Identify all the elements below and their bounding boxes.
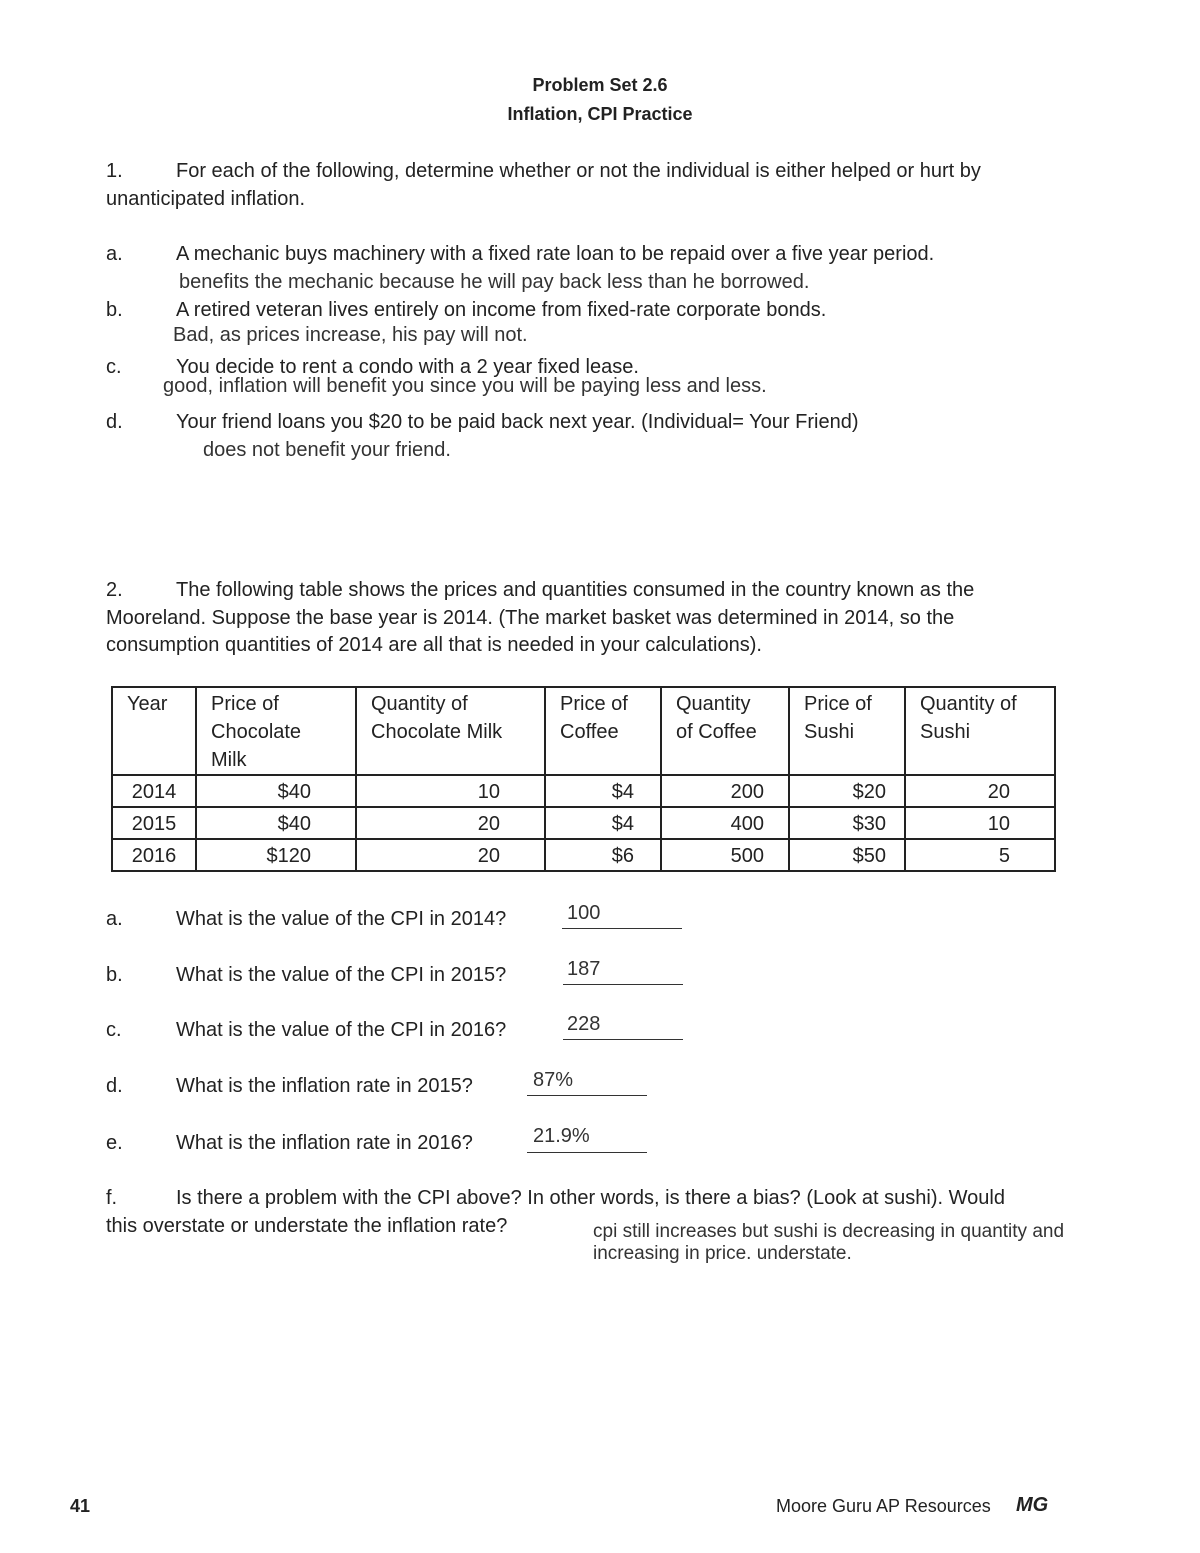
table-cell: 2014 (112, 775, 196, 807)
q2-text-line1: The following table shows the prices and quantities consumed in the country known as the (176, 579, 975, 601)
header-price-sushi: Price of Sushi (789, 687, 905, 775)
table-cell: 20 (356, 807, 545, 839)
q2c-answer-line[interactable] (563, 1039, 683, 1040)
q2b-answer-line[interactable] (563, 984, 683, 985)
q2c-answer: 228 (567, 1013, 601, 1035)
header-year: Year (112, 687, 196, 775)
table-cell: $20 (789, 775, 905, 807)
q2e-answer: 21.9% (533, 1125, 590, 1147)
table-cell: 20 (905, 775, 1055, 807)
q2a-answer-line[interactable] (562, 928, 682, 929)
header-quantity-sushi: Quantity of Sushi (905, 687, 1055, 775)
q2d-answer: 87% (533, 1069, 574, 1091)
q2a-letter: a. (106, 908, 123, 930)
q2f-letter: f. (106, 1187, 118, 1209)
q2d-letter: d. (106, 1075, 123, 1097)
q2a-answer: 100 (567, 902, 601, 924)
header-quantity-chocolate-milk: Quantity of Chocolate Milk (356, 687, 545, 775)
q2b-text: What is the value of the CPI in 2015? (176, 964, 507, 986)
table-cell: 2015 (112, 807, 196, 839)
q1b-letter: b. (106, 299, 123, 321)
table-cell: $30 (789, 807, 905, 839)
table-cell: 5 (905, 839, 1055, 871)
table-cell: 200 (661, 775, 789, 807)
q2f-answer-line2: increasing in price. understate. (593, 1243, 852, 1264)
q1c-letter: c. (106, 356, 122, 378)
q1b-answer: Bad, as prices increase, his pay will not. (173, 324, 528, 346)
footer-brand: Moore Guru AP Resources (776, 1496, 991, 1516)
q2-text-line3: consumption quantities of 2014 are all that is needed in your calculations). (106, 634, 762, 656)
price-quantity-table (111, 686, 1056, 872)
q1-text-line1: For each of the following, determine whether or not the individual is either helped or hurt by (176, 160, 981, 182)
q2-number: 2. (106, 579, 123, 601)
q1a-letter: a. (106, 243, 123, 265)
table-cell: 10 (905, 807, 1055, 839)
table-cell: $120 (196, 839, 356, 871)
q2e-letter: e. (106, 1132, 123, 1154)
mg-logo: MG (1016, 1494, 1049, 1516)
q2c-text: What is the value of the CPI in 2016? (176, 1019, 507, 1041)
table-cell: $4 (545, 807, 661, 839)
page-title: Problem Set 2.6 (532, 75, 668, 95)
q2a-text: What is the value of the CPI in 2014? (176, 908, 507, 930)
q1-text-line2: unanticipated inflation. (106, 188, 306, 210)
header-price-chocolate-milk: Price of Chocolate Milk (196, 687, 356, 775)
table-cell: $50 (789, 839, 905, 871)
table-cell: 400 (661, 807, 789, 839)
q1c-text: You decide to rent a condo with a 2 year fixed lease. (176, 356, 639, 378)
table-cell: 20 (356, 839, 545, 871)
header-price-coffee: Price of Coffee (545, 687, 661, 775)
q1-number: 1. (106, 160, 123, 182)
table-cell: 10 (356, 775, 545, 807)
q1c-answer: good, inflation will benefit you since you will be paying less and less. (163, 375, 767, 397)
q2e-text: What is the inflation rate in 2016? (176, 1132, 473, 1154)
q1a-answer: benefits the mechanic because he will pay back less than he borrowed. (179, 271, 810, 293)
q2d-text: What is the inflation rate in 2015? (176, 1075, 473, 1097)
q2b-letter: b. (106, 964, 123, 986)
q2d-answer-line[interactable] (527, 1095, 647, 1096)
q2f-answer-line1: cpi still increases but sushi is decreasing in quantity and (593, 1221, 1065, 1242)
q1d-answer: does not benefit your friend. (203, 439, 451, 461)
page-number: 41 (70, 1496, 91, 1516)
table-cell: $40 (196, 775, 356, 807)
table-cell: 500 (661, 839, 789, 871)
q2b-answer: 187 (567, 958, 601, 980)
q1b-text: A retired veteran lives entirely on income from fixed-rate corporate bonds. (176, 299, 827, 321)
table-row (112, 775, 1055, 807)
table-header-row (112, 687, 1055, 775)
page-subtitle: Inflation, CPI Practice (507, 104, 693, 124)
q1a-text: A mechanic buys machinery with a fixed rate loan to be repaid over a five year period. (176, 243, 935, 265)
table-cell: $40 (196, 807, 356, 839)
q2f-text-line1: Is there a problem with the CPI above? In other words, is there a bias? (Look at sushi). Would (176, 1187, 1005, 1209)
q1d-letter: d. (106, 411, 123, 433)
q2f-text-line2: this overstate or understate the inflation rate? (106, 1215, 508, 1237)
table-row (112, 807, 1055, 839)
header-quantity-coffee: Quantity of Coffee (661, 687, 789, 775)
q2e-answer-line[interactable] (527, 1152, 647, 1153)
table-cell: $4 (545, 775, 661, 807)
table-cell: 2016 (112, 839, 196, 871)
q1d-text: Your friend loans you $20 to be paid back next year. (Individual= Your Friend) (176, 411, 859, 433)
table-row (112, 839, 1055, 871)
table-cell: $6 (545, 839, 661, 871)
q2c-letter: c. (106, 1019, 122, 1041)
q2-text-line2: Mooreland. Suppose the base year is 2014. (The market basket was determined in 2014, so the (106, 607, 955, 629)
